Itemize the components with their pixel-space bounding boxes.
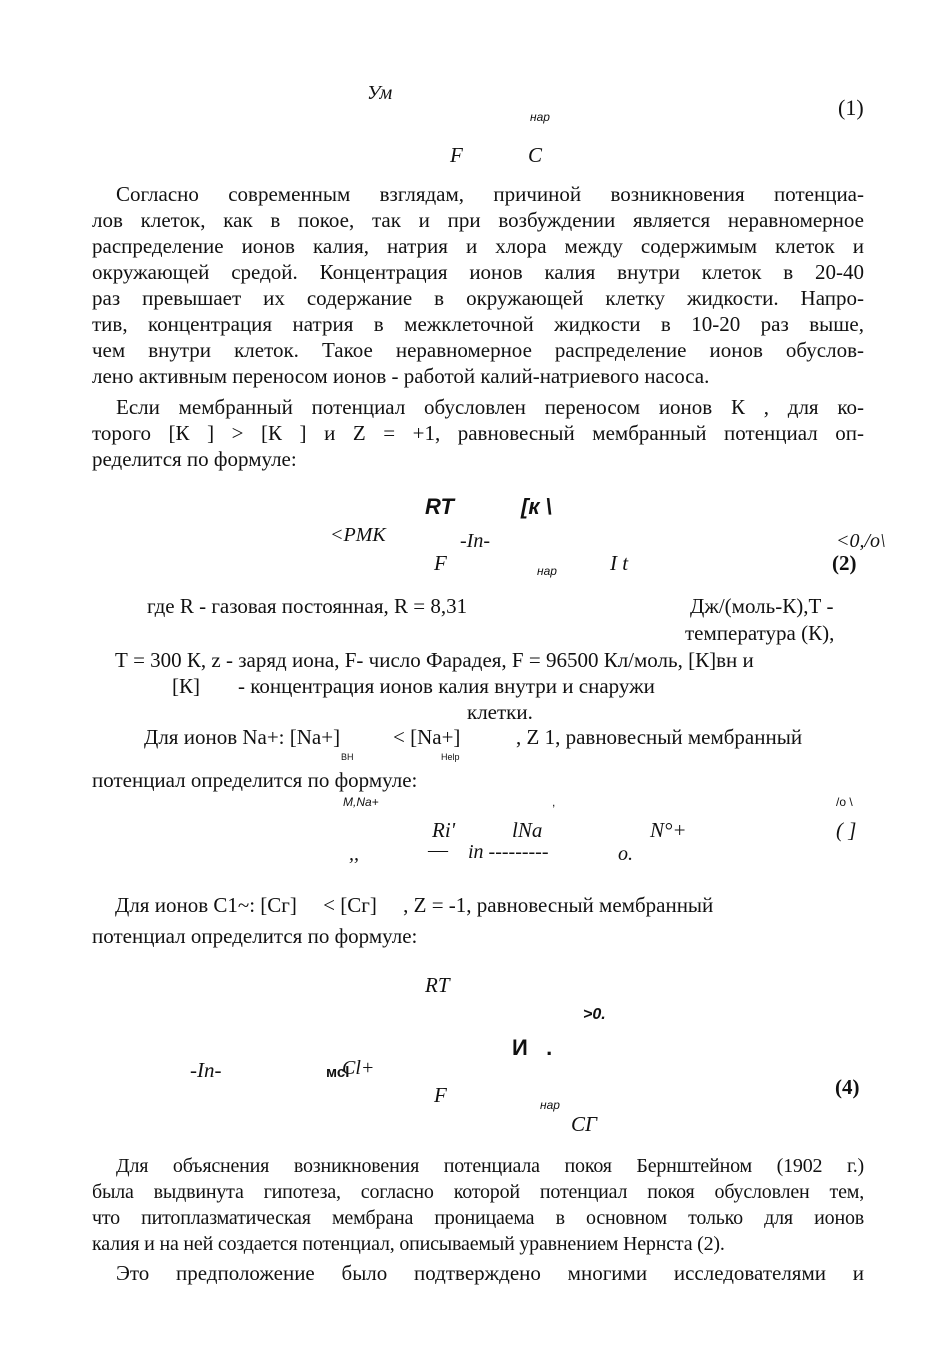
where-line3: Т = 300 К, z - заряд иона, F- число Фарадея, F = 96500 Кл/моль, [К]вн и [115,648,754,672]
paragraph-1-line: тив, концентрация натрия в межклеточной жидкости в 10-20 раз выше, [92,312,864,336]
formula4-i: И . [512,1035,553,1060]
formula3-ri: Ri' [432,818,456,842]
formula3-dash: — [428,839,448,861]
formula2-k: [к \ [521,494,552,519]
formula2-it: I t [610,551,629,575]
paragraph-3-line: была выдвинута гипотеза, согласно которой потенциал покоя обусловлен тем, [92,1181,864,1203]
where-line4-k: [К] [172,674,200,698]
formula2-rt: RT [425,494,454,519]
paragraph-4-line: Это предположение было подтверждено многими исследователями и [116,1261,864,1285]
paragraph-1 [92,181,864,389]
paragraph-1-line: распределение ионов калия, натрия и хлора между содержимым клеток и [92,234,864,258]
formula4-rt: RT [425,973,450,997]
paragraph-4 [92,1260,864,1286]
formula2-number: (2) [832,551,857,575]
paragraph-1-line: окружающей средой. Концентрация ионов калия внутри клеток в 20-40 [92,260,864,284]
paragraph-2-line: Если мембранный потенциал обусловлен переносом ионов К , для ко- [116,395,864,419]
paragraph-1-line: чем внутри клеток. Такое неравномерное распределение ионов обуслов- [92,338,864,362]
formula3-mna: M,Na+ [343,795,379,809]
formula4-nar: нар [540,1098,560,1112]
sodium-line1-c: , Z 1, равновесный мембранный [516,725,803,749]
formula2-nar: нар [537,564,557,578]
formula1-c: C [528,143,543,167]
paragraph-2-line: торого [К ] > [К ] и Z = +1, равновесный мембранный потенциал оп- [92,421,864,445]
formula4-number: (4) [835,1075,860,1099]
sodium-line2: потенциал определится по формуле: [92,768,418,792]
formula4-ln: -In- [190,1058,222,1082]
formula1-um: Ум [367,82,393,104]
formula2-phik: <PМК [330,524,386,546]
formula1-number: (1) [838,95,864,120]
formula2-paren: <0,/о\ [836,530,886,552]
formula4-gt0: >0. [583,1006,606,1023]
where-line1-right: Дж/(моль-К),Т - [690,594,834,618]
formula3-paren-mid: ( ] [836,818,857,842]
formula3-paren-top: /о \ [836,795,853,809]
formula1-f: F [450,143,463,167]
formula4-cplus: Cl+ [342,1057,375,1079]
paragraph-1-line: Согласно современным взглядам, причиной возникновения потенциа- [116,182,864,206]
formula4-cg: СГ [571,1112,597,1136]
sodium-sub-help: Help [441,752,460,762]
formula2-ln: -In- [460,530,490,552]
where-line1-left: где R - газовая постоянная, R = 8,31 [147,594,468,618]
formula4-mcl: мсl [326,1064,350,1081]
paragraph-3 [92,1153,864,1257]
formula1-nar: нар [530,110,550,124]
formula2-f: F [434,551,447,575]
paragraph-2 [92,394,864,472]
sodium-line1-b: < [Na+] [393,725,461,749]
where-line2-right: температура (К), [685,621,835,645]
formula3-lna: lNa [512,818,543,842]
paragraph-3-line: Для объяснения возникновения потенциала покоя Бернштейном (1902 г.) [116,1155,864,1177]
sodium-sub-bh: ВН [341,752,354,762]
paragraph-2-line: ределится по формуле: [92,447,297,471]
paragraph-1-line: раз превышает их содержание в окружающей клетку жидкости. Напро- [92,286,864,310]
formula4-f: F [434,1083,447,1107]
formula3-o: о. [618,843,633,865]
where-line4-rest: - концентрация ионов калия внутри и снаружи [238,674,655,698]
chlorine-line1: Для ионов С1~: [Сг] < [Сг] , Z = -1, равновесный мембранный [115,893,714,917]
paragraph-1-line: лено активным переносом ионов - работой калий-натриевого насоса. [92,364,710,388]
where-line5: клетки. [467,700,533,724]
sodium-line1-a: Для ионов Na+: [Na+] [144,725,341,749]
paragraph-3-line: что питоплазматическая мембрана проницаема в основном только для ионов [92,1207,864,1229]
formula3-no: N°+ [650,818,687,842]
formula3-in: in --------- [468,841,549,863]
formula3-comma: , [552,795,556,809]
formula3-commas: ,, [349,843,359,865]
paragraph-1-line: лов клеток, как в покое, так и при возбуждении является неравномерное [92,208,864,232]
paragraph-3-line: калия и на ней создается потенциал, описываемый уравнением Нернста (2). [92,1233,725,1255]
chlorine-line2: потенциал определится по формуле: [92,924,418,948]
